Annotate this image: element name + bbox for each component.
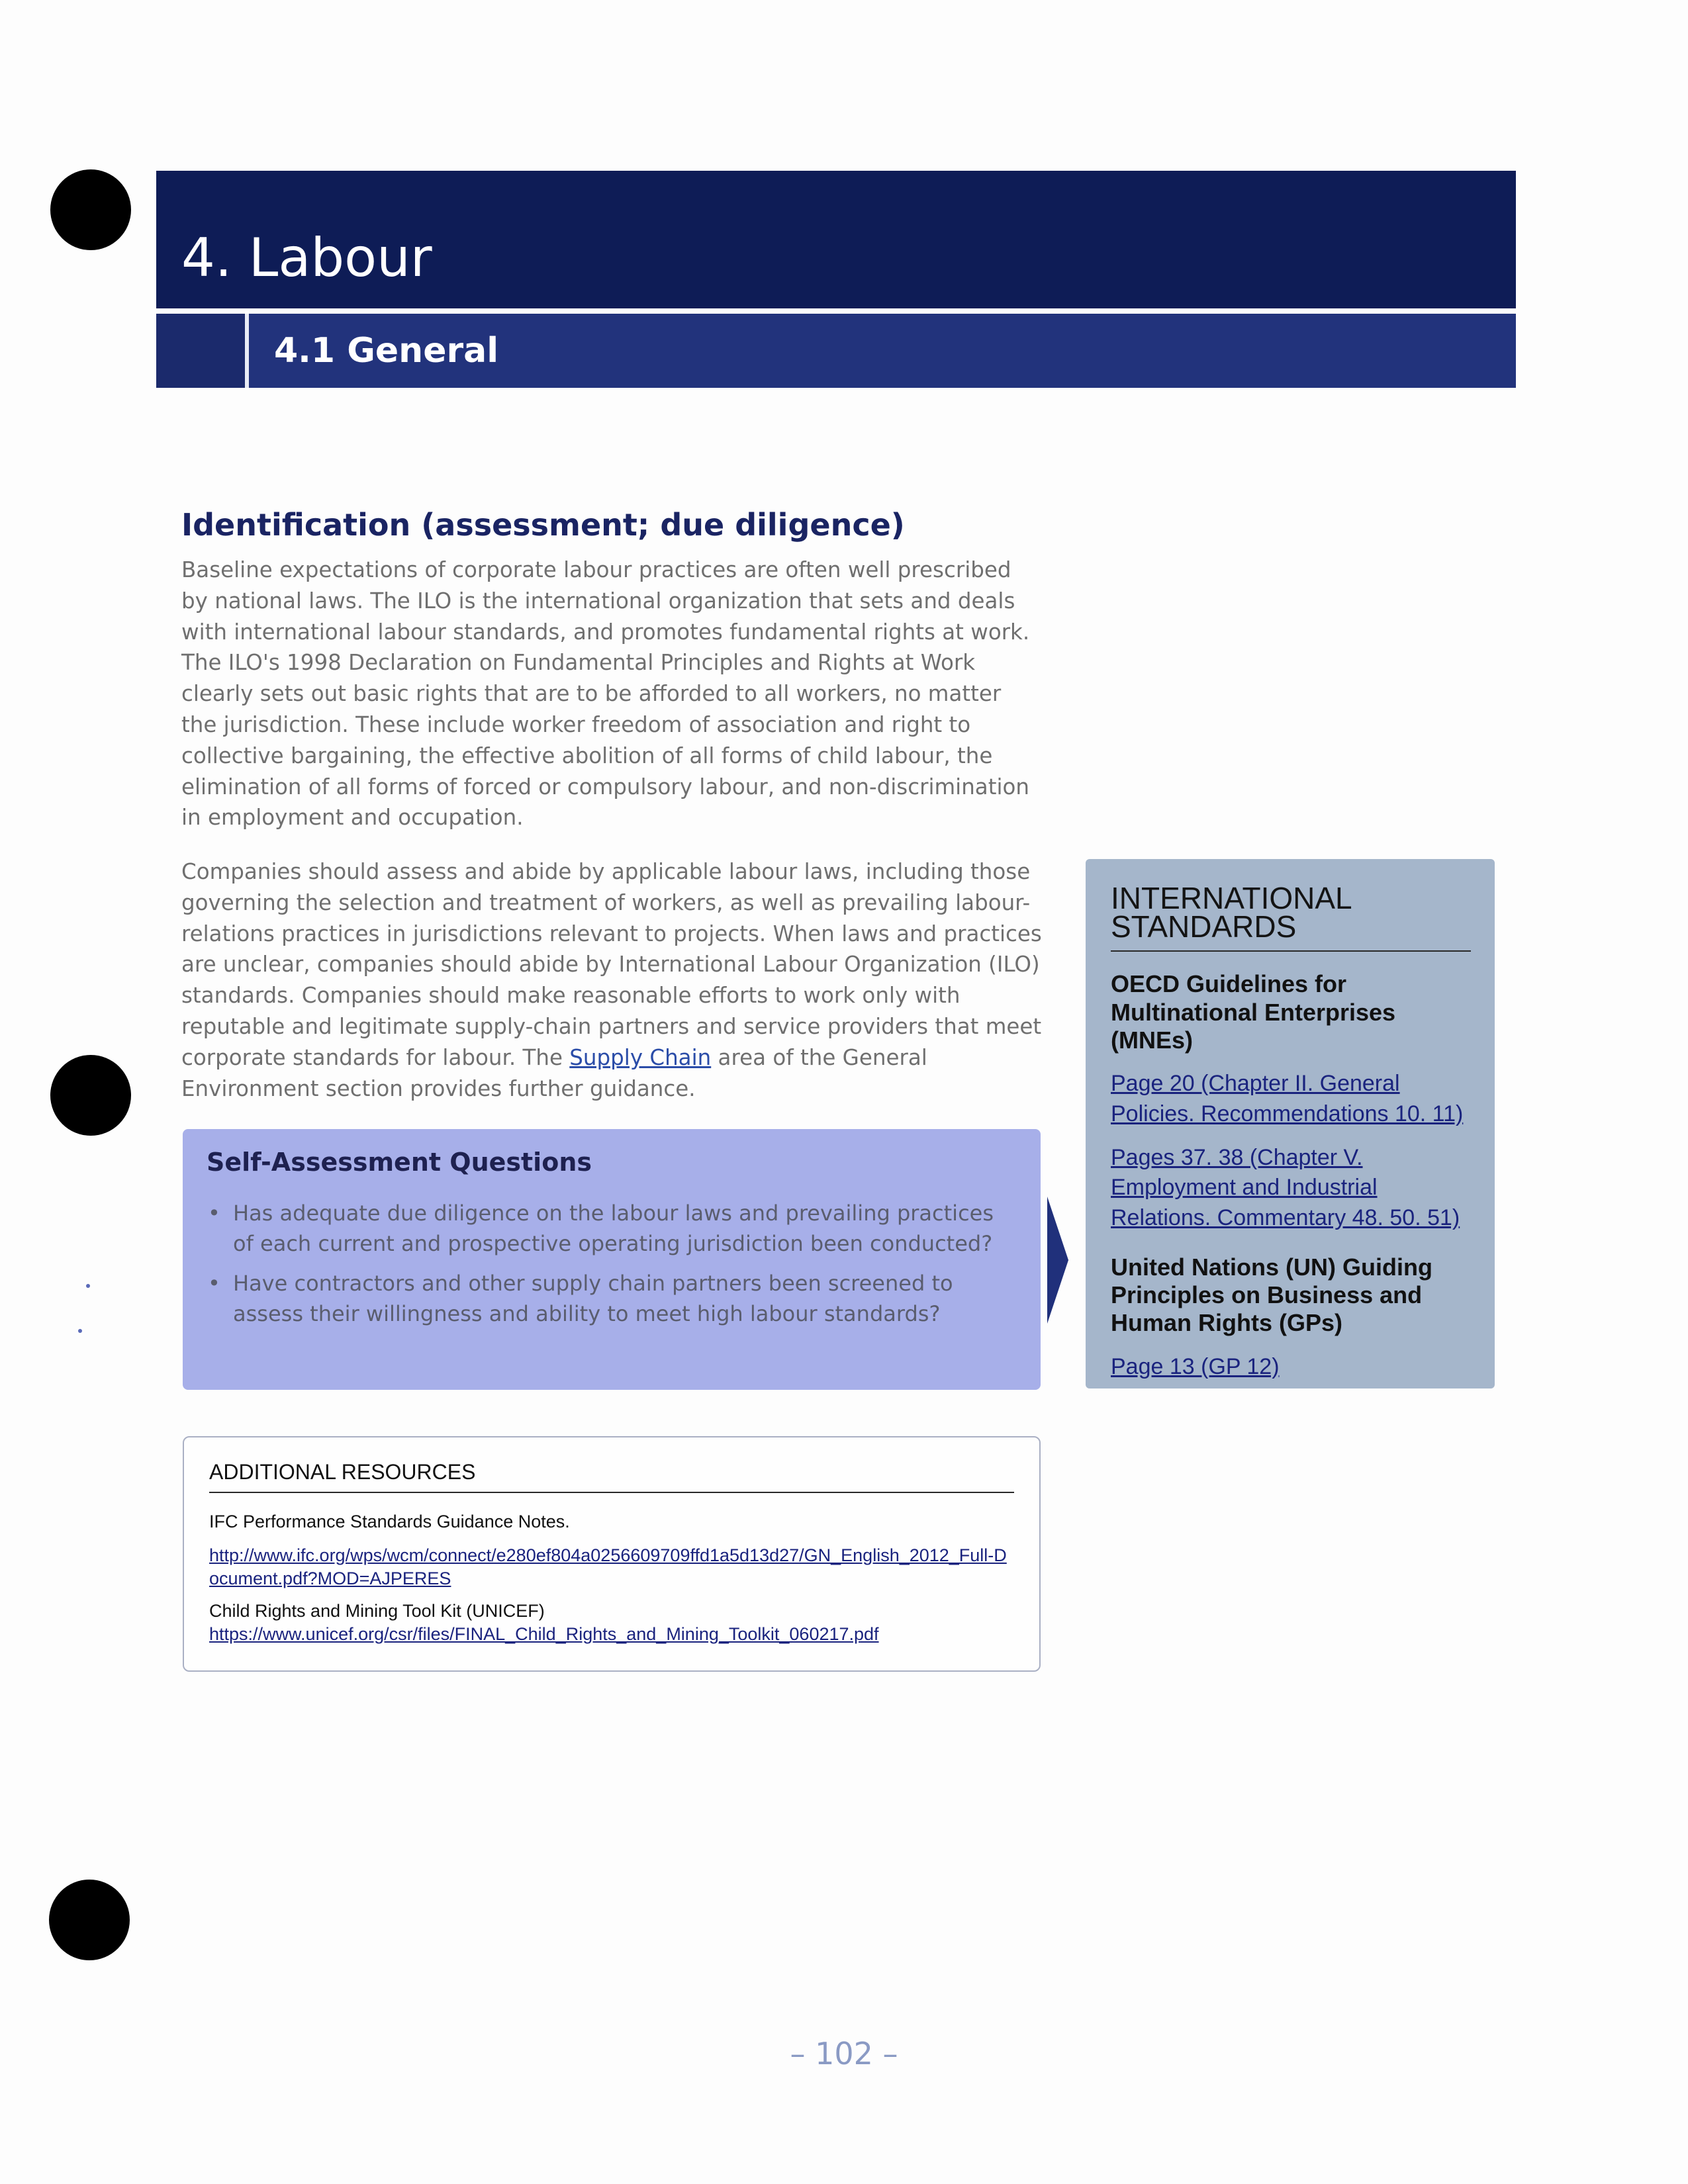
self-assessment-box [183,1129,1041,1390]
punch-hole-middle [50,1055,131,1136]
un-page-13-link[interactable]: Page 13 (GP 12) [1111,1353,1280,1379]
self-assessment-title: Self-Assessment Questions [207,1148,592,1177]
unicef-toolkit-link[interactable]: https://www.unicef.org/csr/files/FINAL_Child_Rights_and_Mining_Toolkit_060217.pdf [209,1624,879,1645]
ifc-resource-title: IFC Performance Standards Guidance Notes. [209,1512,570,1531]
paragraph-2-text-end: area of the General Environment section provides further guidance. [181,1044,927,1101]
spacer [209,1533,1014,1544]
ifc-guidance-link[interactable]: http://www.ifc.org/wps/wcm/connect/e280ef804a0256609709ffd1a5d13d27/GN_English_2012_Full-Document.pdf?MOD=AJPERES [209,1545,1007,1589]
list-item [207,1268,1017,1329]
section-header-divider [245,314,249,388]
oecd-page-20-link[interactable]: Page 20 (Chapter II. General Policies. Recommendations 10. 11) [1111,1070,1464,1126]
chapter-header [156,171,1516,308]
scan-speck [86,1284,90,1288]
body-paragraph-2 [181,856,1042,1104]
question-text: Have contractors and other supply chain partners been screened to assess their willingness and ability to meet high labour standards? [233,1270,953,1326]
divider [1111,950,1471,952]
international-standards-box [1086,859,1495,1388]
international-standards-title: INTERNATIONAL STANDARDS [1111,881,1351,944]
arrow-right-icon [1047,1197,1068,1324]
punch-hole-top [50,169,131,250]
body-paragraph-1: Baseline expectations of corporate labour practices are often well prescribed by national laws. The ILO is the international organization that sets and deals with international labour standards, and promotes fundamental rights at work. The ILO's 1998 Declaration on Fundamental Principles and Rights at Work clearly sets out basic rights that are to be afforded to all workers, no matter the jurisdiction. These include worker freedom of association and right to collective bargaining, the effective abolition of all forms of child labour, the elimination of all forms of forced or compulsory labour, and non-discrimination in employment and occupation. [181,557,1030,831]
divider [209,1492,1014,1493]
additional-resources-title: ADDITIONAL RESOURCES [209,1460,476,1484]
punch-hole-bottom [49,1880,130,1960]
self-assessment-list [207,1198,1017,1329]
section-title: 4.1 General [274,331,499,371]
paragraph-2-text-start: Companies should assess and abide by applicable labour laws, including those governing the selection and treatment of workers, as well as prevailing labour-relations practices in jurisdictions relevant to projects. When laws and practices are unclear, companies should abide by International Labour Organization (ILO) standards. Companies should make reasonable efforts to work only with reputable and legitimate supply-chain partners and service providers that meet corporate standards for labour. The [181,859,1042,1070]
bullet-icon: • [208,1200,220,1226]
oecd-guidelines-heading: OECD Guidelines for Multinational Enterprises (MNEs) [1111,970,1396,1054]
chapter-title: 4. Labour [181,227,432,289]
supply-chain-link[interactable]: Supply Chain [569,1044,712,1070]
section-header [156,314,1516,388]
list-item [207,1198,1017,1259]
bullet-icon: • [208,1270,220,1296]
section-header-block [156,314,245,388]
scan-speck [78,1329,82,1333]
page-number: – 102 – [790,2036,898,2071]
unicef-resource-title: Child Rights and Mining Tool Kit (UNICEF) [209,1601,545,1621]
additional-resources-box [183,1436,1041,1672]
oecd-pages-37-38-link[interactable]: Pages 37. 38 (Chapter V. Employment and Industrial Relations. Commentary 48. 50. 51) [1111,1144,1460,1231]
un-guiding-principles-heading: United Nations (UN) Guiding Principles on Business and Human Rights (GPs) [1111,1253,1432,1337]
question-text: Has adequate due diligence on the labour laws and prevailing practices of each current and prospective operating jurisdiction been conducted? [233,1200,994,1256]
spacer [209,1590,1014,1600]
identification-heading: Identification (assessment; due diligence) [181,507,905,543]
